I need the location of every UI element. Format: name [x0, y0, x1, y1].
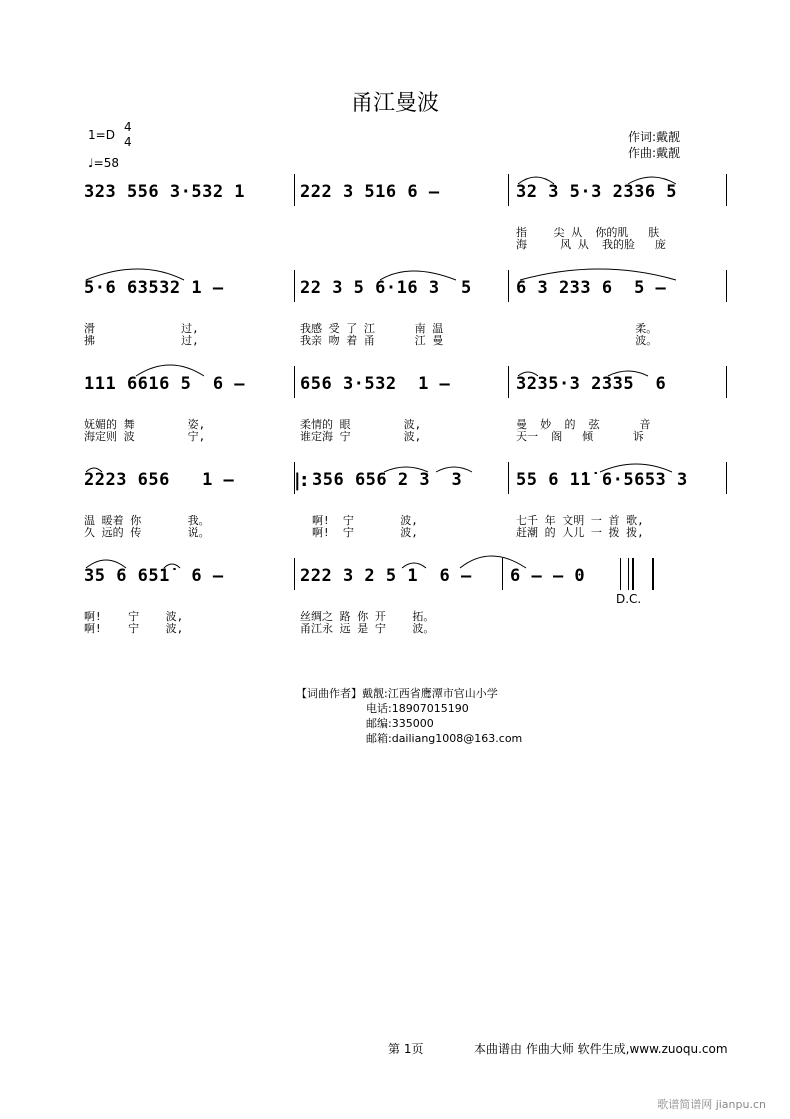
tempo-marking — [88, 156, 119, 170]
repeat-start-icon: |: — [294, 470, 308, 491]
time-sig-bottom: 4 — [124, 135, 132, 149]
lyric-line-1: 曼 妙 的 弦 音 — [516, 418, 651, 431]
slur-marks — [80, 366, 730, 406]
da-capo-mark: D.C. — [616, 592, 642, 606]
author-phone: 电话:18907015190 — [366, 702, 469, 715]
measure: 2223 656 1 – — [84, 470, 235, 490]
key-label: 1=D — [88, 128, 115, 142]
score-system-2 — [80, 270, 730, 366]
lyric-line-1: 柔情的 眼 波, — [300, 418, 422, 431]
score-system-3 — [80, 366, 730, 462]
measure: 55 6 1̇1̇ 6·5653 3 — [516, 470, 688, 490]
measure: 111 6616 5 6 – — [84, 374, 246, 394]
lyric-line-1: 妩媚的 舞 姿, — [84, 418, 206, 431]
measure: 323 556 3·532 1 — [84, 182, 246, 202]
score-system-4 — [80, 462, 730, 558]
lyric-line-2: 赶潮 的 人儿 一 拨 拨, — [516, 526, 644, 539]
lyric-line-1: 啊! 宁 波, — [84, 610, 184, 623]
lyric-line-1: 指 尖 从 你的肌 肤 — [516, 226, 660, 239]
score-system-5 — [80, 558, 730, 654]
author-postcode: 邮编:335000 — [366, 717, 434, 730]
author-email: 邮箱:dailiang1008@163.com — [366, 732, 523, 745]
measure: 22 3 5 6·16 3 5 — [300, 278, 472, 298]
lyric-line-1: 滑 过, — [84, 322, 199, 335]
lyric-line-2: 啊! 宁 波, — [312, 526, 418, 539]
measure: 656 3·532 1 – — [300, 374, 451, 394]
watermark: 歌谱简谱网 jianpu.cn — [657, 1098, 766, 1111]
lyric-line-1: 我感 受 了 江 南 温 — [300, 322, 444, 335]
lyric-line-2: 海 风 从 我的脸 庞 — [516, 238, 666, 251]
lyric-line-2: 天一 阁 倾 诉 — [516, 430, 644, 443]
lyric-line-2: 久 远的 传 说。 — [84, 526, 210, 539]
measure: 6 3 233 6 5 – — [516, 278, 667, 298]
lyric-line-2: 啊! 宁 波, — [84, 622, 184, 635]
lyric-line-1: 温 暖着 你 我。 — [84, 514, 210, 527]
slur-marks — [80, 174, 730, 214]
lyric-line-1: 七千 年 文明 一 首 歌, — [516, 514, 644, 527]
lyric-line-1: 啊! 宁 波, — [312, 514, 418, 527]
measure: 32 3 5·3 2336 5 — [516, 182, 678, 202]
measure: 222 3 2 5 1 6 – — [300, 566, 472, 586]
generator-credit: 本曲谱由 作曲大师 软件生成,www.zuoqu.com — [474, 1042, 728, 1056]
author-info — [296, 686, 522, 746]
measure: 356 656 2 3 3 — [312, 470, 463, 490]
quarter-note-icon: ♩ — [88, 156, 94, 170]
time-sig-top: 4 — [124, 120, 132, 134]
measure: 6 – – 0 — [510, 566, 586, 586]
page-title: 甬江曼波 — [350, 91, 439, 116]
slur-marks — [80, 462, 730, 502]
lyric-line-2: 我亲 吻 着 甬 江 曼 — [300, 334, 444, 347]
lyric-line-2: 谁定海 宁 波, — [300, 430, 422, 443]
page-number: 第 1页 — [388, 1042, 424, 1056]
author-name: 戴靓:江西省鹰潭市官山小学 — [362, 687, 498, 700]
lyric-line-2: 海定则 波 宁, — [84, 430, 206, 443]
lyric-line-1: 丝绸之 路 你 开 拓。 — [300, 610, 435, 623]
time-signature — [124, 120, 132, 150]
lyricist: 作词:戴靓 — [628, 130, 681, 144]
slur-marks — [80, 558, 730, 598]
key-signature — [88, 128, 115, 142]
author-label: 【词曲作者】 — [296, 687, 362, 700]
slur-marks — [80, 270, 730, 310]
lyric-line-2: 波。 — [516, 334, 658, 347]
composer: 作曲:戴靓 — [628, 146, 681, 160]
measure: 35 6 651̇ 6 – — [84, 566, 224, 586]
measure: 3235·3 2335 6 — [516, 374, 667, 394]
lyric-line-2: 甬江永 远 是 宁 波。 — [300, 622, 435, 635]
tempo-value: =58 — [93, 156, 119, 170]
measure: 222 3 516 6 – — [300, 182, 440, 202]
measure: 5·6 63532 1 – — [84, 278, 224, 298]
lyric-line-1: 柔。 — [516, 322, 658, 335]
lyric-line-2: 拂 过, — [84, 334, 199, 347]
score-system-1 — [80, 174, 730, 270]
